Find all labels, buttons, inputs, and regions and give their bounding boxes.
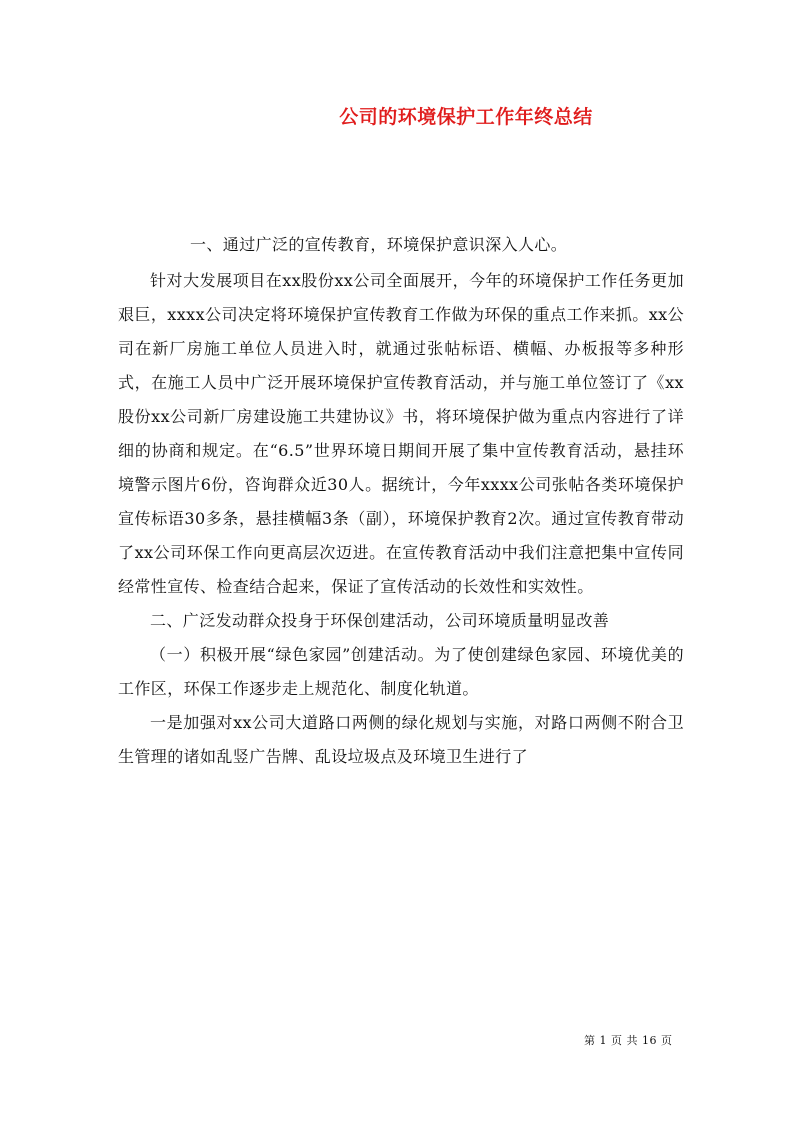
page-title xyxy=(0,104,794,130)
section-heading-2: 二、广泛发动群众投身于环保创建活动，公司环境质量明显改善 xyxy=(150,611,610,630)
document-body xyxy=(118,228,684,774)
section-heading-1: 一、通过广泛的宣传教育，环境保护意识深入人心。 xyxy=(190,235,568,254)
paragraph-publicity: 针对大发展项目在xx股份xx公司全面展开，今年的环境保护工作任务更加艰巨，xxxx公司决定将环境保护宣传教育工作做为环保的重点工作来抓。xx公司在新厂房施工单位人员进入时，就通过张帖标语、横幅、办板报等多种形式，在施工人员中广泛开展环境保护宣传教育活动，并与施工单位签订了《xx股份xx公司新厂房建设施工共建协议》书，将环境保护做为重点内容进行了详细的协商和规定。在“6.5”世界环境日期间开展了集中宣传教育活动，悬挂环境警示图片6份，咨询群众近30人。据统计，今年xxxx公司张帖各类环境保护宣传标语30多条，悬挂横幅3条（副），环境保护教育2次。通过宣传教育带动了xx公司环保工作向更高层次迈进。在宣传教育活动中我们注意把集中宣传同经常性宣传、检查结合起来，保证了宣传活动的长效性和实效性。 xyxy=(118,271,684,596)
subsection-green-home: （一）积极开展“绿色家园”创建活动。为了使创建绿色家园、环境优美的工作区，环保工作逐步走上规范化、制度化轨道。 xyxy=(118,645,684,698)
page-number-footer: 第 1 页 共 16 页 xyxy=(584,1034,673,1047)
paragraph-road-greening: 一是加强对xx公司大道路口两侧的绿化规划与实施，对路口两侧不附合卫生管理的诸如乱竖广告牌、乱设垃圾点及环境卫生进行了 xyxy=(118,713,684,766)
page-title-text: 公司的环境保护工作年终总结 xyxy=(339,106,593,128)
